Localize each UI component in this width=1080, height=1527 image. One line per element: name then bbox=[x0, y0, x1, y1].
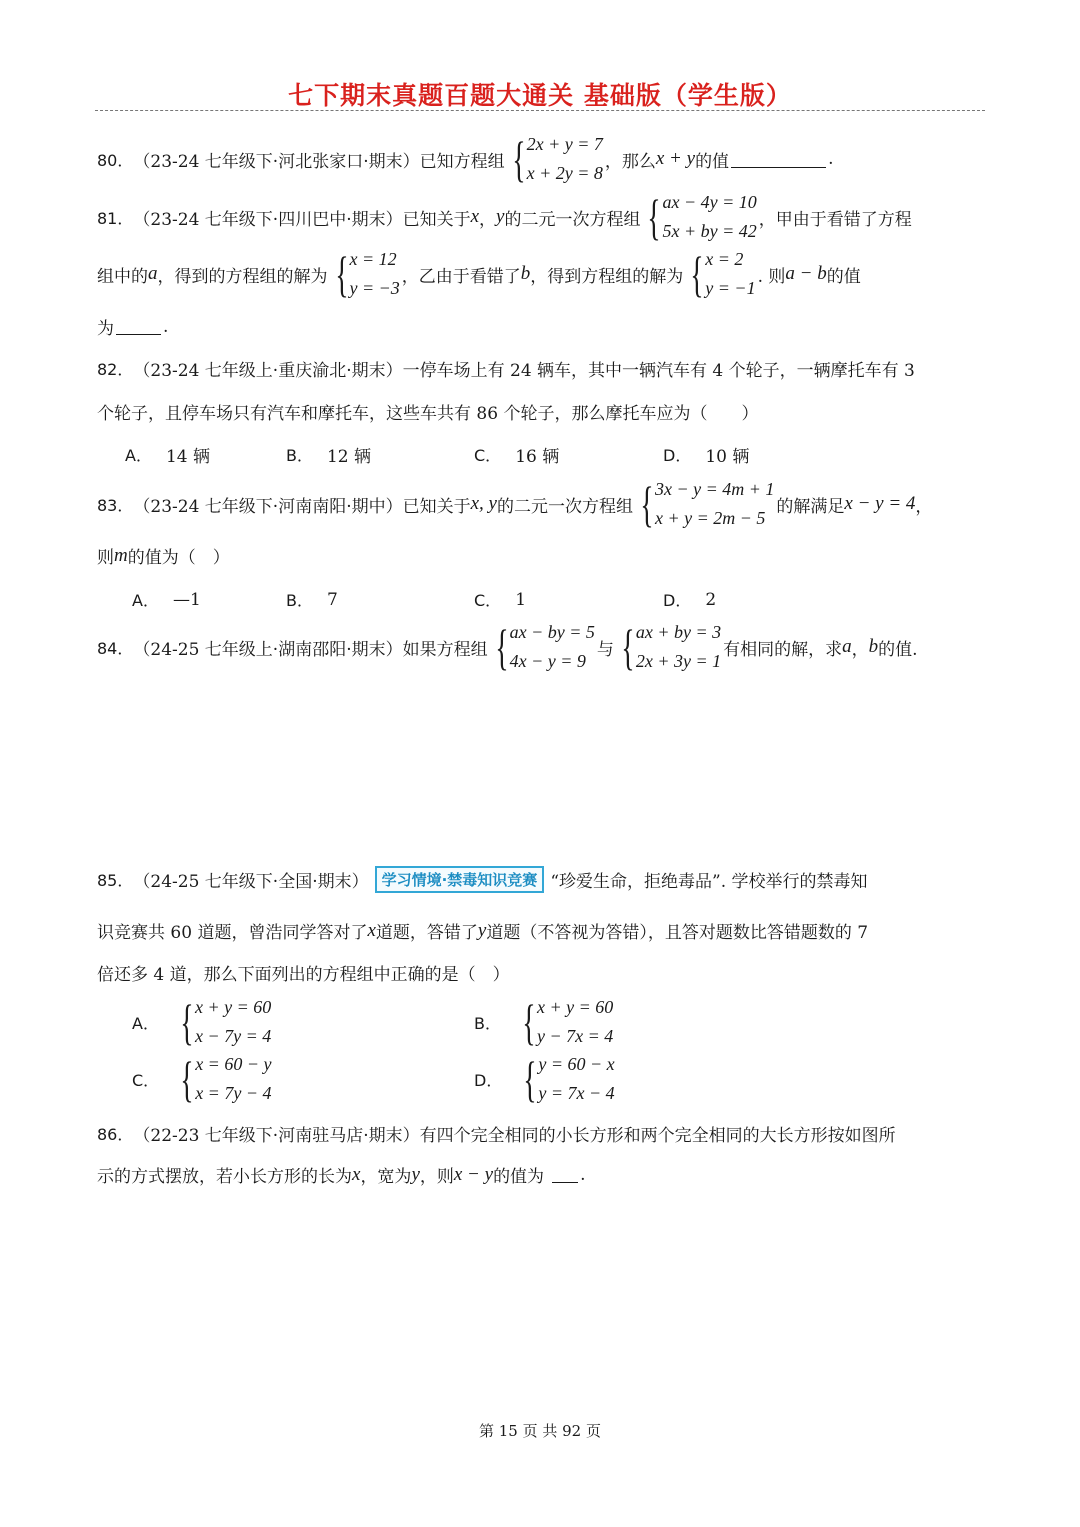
equation-row: x + 2y = 8 bbox=[526, 163, 603, 183]
brace: { bbox=[334, 246, 349, 302]
option-text: 10 辆 bbox=[705, 447, 750, 467]
context-tag: 学习情境·禁毒知识竞赛 bbox=[375, 866, 545, 893]
page-title: 七下期末真题百题大通关 基础版（学生版） bbox=[288, 81, 792, 110]
equation-system bbox=[635, 475, 774, 533]
equation-row: ax + by = 3 bbox=[635, 622, 722, 642]
equation-row: 2x + y = 7 bbox=[526, 134, 603, 154]
math-var: y bbox=[477, 919, 487, 941]
option-text: —1 bbox=[172, 589, 201, 610]
question-number: 82． bbox=[97, 360, 134, 379]
brace: { bbox=[621, 619, 635, 675]
equation-row: ax − by = 5 bbox=[509, 622, 595, 642]
question-text: 有四个完全相同的小长方形和两个完全相同的大长方形按如图所 bbox=[419, 1126, 896, 1146]
math-expression: x + y bbox=[655, 148, 696, 169]
option-text: 12 辆 bbox=[326, 447, 372, 467]
solution-system bbox=[330, 245, 400, 303]
question-text: ，得到的方程组的解为 bbox=[157, 266, 328, 287]
question-83 bbox=[97, 475, 932, 533]
equation-row: x + y = 2m − 5 bbox=[654, 508, 766, 528]
question-text: ，则 bbox=[419, 1167, 454, 1187]
question-source: （23-24 七年级上·重庆渝北·期末） bbox=[133, 361, 403, 381]
question-text: 的值 bbox=[695, 151, 730, 172]
equation-row: x = 60 − y bbox=[195, 1054, 272, 1074]
option-c[interactable] bbox=[474, 588, 526, 611]
math-var: y bbox=[411, 1163, 420, 1185]
question-source: （22-23 七年级下·河南驻马店·期末） bbox=[133, 1126, 420, 1146]
question-number: 81． bbox=[97, 208, 134, 228]
brace: { bbox=[523, 1051, 537, 1107]
equation-row: 3x − y = 4m + 1 bbox=[654, 479, 775, 499]
equation-row: 4x − y = 9 bbox=[509, 651, 586, 671]
option-c[interactable] bbox=[132, 1050, 273, 1108]
option-text: 14 辆 bbox=[165, 447, 210, 467]
math-var: b bbox=[868, 636, 879, 657]
question-text: 则 bbox=[97, 548, 114, 568]
question-text: 已知关于 bbox=[402, 209, 471, 230]
equation-row: x = 7y − 4 bbox=[195, 1083, 272, 1103]
equation-row: ax − 4y = 10 bbox=[662, 192, 757, 212]
equation-system bbox=[507, 130, 603, 188]
question-text: 道题（不答视为答错），且答对题数比答错题数的 7 bbox=[486, 923, 869, 943]
brace: { bbox=[522, 994, 536, 1050]
question-text: 的二元一次方程组 bbox=[496, 496, 633, 517]
equation-row: x = 12 bbox=[349, 249, 397, 269]
question-source: （23-24 七年级下·四川巴中·期末） bbox=[133, 209, 403, 230]
question-text: 的值. bbox=[878, 639, 918, 660]
option-b[interactable] bbox=[286, 588, 338, 611]
math-var: y bbox=[496, 206, 505, 227]
question-85-line2 bbox=[97, 918, 868, 943]
question-text: 的值为 bbox=[493, 1167, 545, 1187]
question-86 bbox=[97, 1121, 896, 1146]
equation-row: x + y = 60 bbox=[194, 997, 272, 1017]
question-81 bbox=[97, 188, 912, 246]
question-text: 倍还多 4 道，那么下面列出的方程组中正确的是（ ） bbox=[97, 965, 510, 985]
math-expression: x, y bbox=[470, 493, 497, 514]
equation-row: x − 7y = 4 bbox=[194, 1026, 272, 1046]
brace: { bbox=[647, 189, 662, 245]
option-b[interactable] bbox=[474, 993, 615, 1051]
question-85-line3 bbox=[97, 960, 510, 985]
math-expression: x − y bbox=[453, 1163, 494, 1185]
question-text: ，乙由于看错了 bbox=[401, 266, 521, 287]
question-text: ，得到方程组的解为 bbox=[530, 266, 684, 287]
question-text: ，宽为 bbox=[360, 1167, 412, 1187]
solution-system bbox=[685, 245, 755, 303]
question-text: 的值为（ ） bbox=[127, 548, 230, 568]
question-source: （24-25 七年级上·湖南邵阳·期末） bbox=[133, 639, 403, 660]
question-text: 道题，答错了 bbox=[375, 923, 478, 943]
equation-row: x + y = 60 bbox=[536, 997, 614, 1017]
question-text: “珍爱生命，拒绝毒品”. 学校举行的禁毒知 bbox=[550, 872, 868, 892]
question-source: （23-24 七年级下·河南南阳·期中） bbox=[133, 496, 403, 517]
option-label: D． bbox=[474, 1070, 503, 1090]
option-label: A． bbox=[125, 446, 152, 465]
option-label: B． bbox=[286, 446, 313, 465]
question-text: 的解满足 bbox=[776, 496, 845, 517]
option-label: C． bbox=[132, 1070, 160, 1090]
equation-row: y = −1 bbox=[705, 278, 756, 298]
equation-system bbox=[616, 618, 721, 676]
question-text: 如果方程组 bbox=[402, 639, 488, 660]
question-82 bbox=[97, 356, 915, 381]
math-var: x bbox=[352, 1163, 361, 1185]
question-number: 80． bbox=[97, 150, 134, 170]
equation-row: y = 60 − x bbox=[538, 1054, 615, 1074]
question-text: ，甲由于看错了方程 bbox=[758, 209, 912, 230]
brace: { bbox=[180, 994, 194, 1050]
header-divider bbox=[95, 110, 985, 111]
question-81-line2 bbox=[97, 245, 861, 303]
option-text: 16 辆 bbox=[515, 447, 560, 467]
option-a[interactable] bbox=[132, 993, 273, 1051]
option-label: A． bbox=[132, 1013, 159, 1033]
equation-system bbox=[518, 1050, 614, 1108]
question-text: 的值 bbox=[826, 266, 861, 287]
equation-system bbox=[490, 618, 595, 676]
option-d[interactable] bbox=[474, 1050, 617, 1108]
question-83-line2 bbox=[97, 543, 230, 568]
option-a[interactable] bbox=[132, 588, 201, 611]
option-text: 2 bbox=[705, 589, 717, 610]
question-text: ，那么 bbox=[604, 151, 656, 172]
question-text: 已知方程组 bbox=[419, 151, 505, 172]
question-text: . bbox=[580, 1164, 586, 1185]
question-text: . bbox=[828, 149, 834, 169]
question-text: 有相同的解，求 bbox=[723, 639, 843, 660]
option-label: D． bbox=[663, 446, 692, 465]
brace: { bbox=[690, 246, 704, 302]
option-label: D． bbox=[663, 591, 692, 610]
math-var: m bbox=[114, 544, 128, 566]
question-number: 85． bbox=[97, 871, 134, 890]
question-text: 为 bbox=[97, 319, 114, 339]
equation-row: x = 2 bbox=[705, 249, 744, 269]
question-84 bbox=[97, 618, 918, 676]
question-number: 86． bbox=[97, 1125, 134, 1144]
answer-blank bbox=[552, 1166, 578, 1183]
math-var: x bbox=[367, 919, 376, 941]
brace: { bbox=[494, 619, 509, 675]
option-b[interactable] bbox=[286, 442, 371, 467]
equation-row: y = −3 bbox=[349, 278, 400, 298]
question-text: 一停车场上有 24 辆车，其中一辆汽车有 4 个轮子，一辆摩托车有 3 bbox=[402, 361, 915, 381]
brace: { bbox=[180, 1051, 194, 1107]
option-label: C． bbox=[474, 446, 502, 465]
question-source: （24-25 七年级下·全国·期末） bbox=[133, 872, 369, 892]
equation-system bbox=[517, 993, 613, 1051]
question-text: 示的方式摆放，若小长方形的长为 bbox=[97, 1167, 352, 1187]
option-label: B． bbox=[286, 591, 313, 610]
question-text: 个轮子，且停车场只有汽车和摩托车，这些车共有 86 个轮子，那么摩托车应为（ ） bbox=[97, 404, 759, 424]
math-var: a bbox=[842, 636, 852, 657]
question-text: ， bbox=[851, 639, 869, 660]
page-footer: 第 15 页 共 92 页 bbox=[478, 1422, 601, 1440]
answer-blank bbox=[731, 151, 826, 168]
equation-row: y = 7x − 4 bbox=[538, 1083, 615, 1103]
option-c[interactable] bbox=[474, 442, 559, 467]
equation-row: y − 7x = 4 bbox=[536, 1026, 614, 1046]
equation-system bbox=[642, 188, 756, 246]
math-expression: x − y = 4 bbox=[844, 493, 916, 514]
question-source: （23-24 七年级下·河北张家口·期末） bbox=[133, 151, 420, 172]
answer-blank bbox=[116, 318, 161, 335]
option-text: 1 bbox=[515, 589, 527, 610]
math-var: x bbox=[470, 206, 480, 227]
brace: { bbox=[640, 476, 654, 532]
question-text: 组中的 bbox=[97, 266, 148, 287]
option-d[interactable] bbox=[663, 588, 716, 611]
question-81-line3 bbox=[97, 314, 168, 339]
question-number: 83． bbox=[97, 495, 134, 515]
question-text: ， bbox=[915, 496, 933, 517]
question-text: 与 bbox=[596, 639, 614, 660]
equation-system bbox=[175, 993, 271, 1051]
question-text: 识竞赛共 60 道题，曾浩同学答对了 bbox=[97, 923, 368, 943]
option-label: C． bbox=[474, 591, 502, 610]
math-expression: a − b bbox=[785, 263, 827, 284]
question-text: ， bbox=[479, 209, 497, 230]
question-text: . 则 bbox=[757, 266, 786, 287]
question-85 bbox=[97, 866, 868, 893]
math-var: a bbox=[148, 263, 158, 284]
question-text: . bbox=[163, 316, 169, 337]
equation-system bbox=[175, 1050, 271, 1108]
option-label: B． bbox=[474, 1013, 501, 1033]
question-82-line2 bbox=[97, 399, 758, 424]
option-label: A． bbox=[132, 591, 159, 610]
option-d[interactable] bbox=[663, 442, 749, 467]
question-text: 已知关于 bbox=[402, 496, 471, 517]
equation-row: 2x + 3y = 1 bbox=[635, 651, 722, 671]
brace: { bbox=[511, 131, 526, 187]
equation-row: 5x + by = 42 bbox=[662, 221, 757, 241]
math-var: b bbox=[520, 263, 531, 284]
question-number: 84． bbox=[97, 638, 134, 658]
question-text: 的二元一次方程组 bbox=[504, 209, 641, 230]
question-80 bbox=[97, 130, 833, 188]
option-a[interactable] bbox=[125, 442, 210, 467]
option-text: 7 bbox=[326, 589, 338, 610]
question-86-line2 bbox=[97, 1162, 585, 1187]
